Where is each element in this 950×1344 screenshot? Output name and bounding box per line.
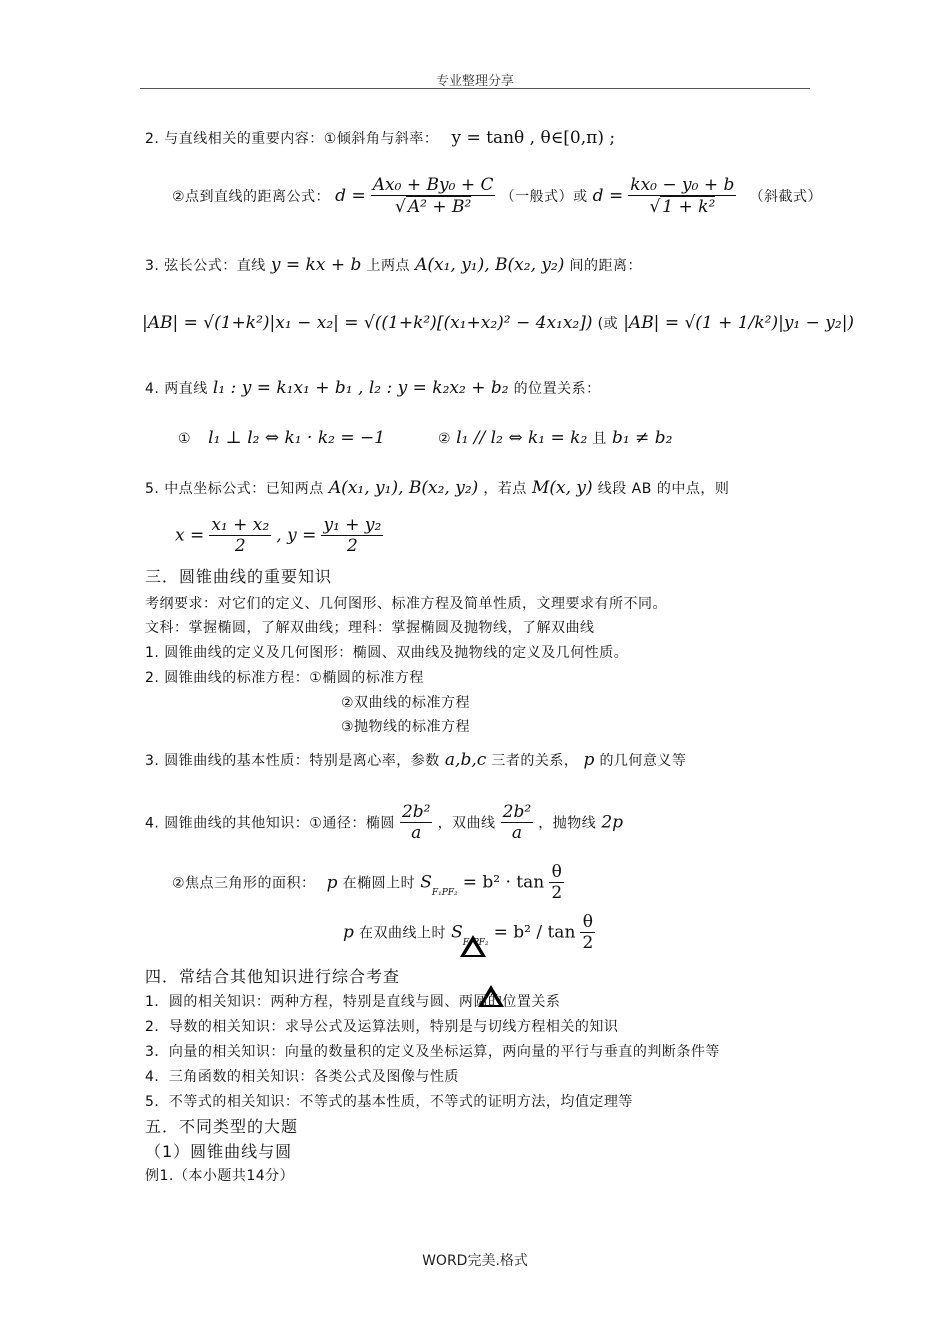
item4-lines: l₁ : y = k₁x₁ + b₁ , l₂ : y = k₂x₂ + b₂ <box>212 378 509 398</box>
distance-label: ②点到直线的距离公式： <box>172 189 331 205</box>
line-distance <box>172 175 822 217</box>
latus-ellipse-num: 2b² <box>401 802 431 822</box>
parallel-marker: ② <box>438 431 452 447</box>
midpoint-x-num: x₁ + x₂ <box>211 515 270 535</box>
distance-mid: （一般式）或 <box>500 189 588 205</box>
section3-item2b: ②双曲线的标准方程 <box>341 695 471 711</box>
distance-denominator2: 1 + k² <box>662 197 716 217</box>
item3-line-eq: y = kx + b <box>270 255 362 275</box>
item5-points: A(x₁, y₁), B(x₂, y₂) <box>328 478 479 498</box>
distance-fraction: $\frac{\text{Ax₀ + By₀ + C}}{\text{√ A² + B²}}$ <box>372 175 494 217</box>
latus-hyperbola <box>501 802 534 843</box>
parallel-formula2: b₁ ≠ b₂ <box>611 428 673 448</box>
item3-p: p <box>583 750 595 770</box>
distance-d: d = <box>335 186 366 206</box>
section4-item1: 1．圆的相关知识：两种方程，特别是直线与圆、两圆的位置关系 <box>145 994 561 1010</box>
midpoint-x-fraction <box>209 515 271 556</box>
focal-p2: p <box>343 922 354 943</box>
focal-p: p <box>326 872 338 893</box>
section3-science: 文科：掌握椭圆，了解双曲线；理科：掌握椭圆及抛物线，了解双曲线 <box>145 620 595 636</box>
latus-hyperbola-den: a <box>511 823 522 843</box>
item3-params: a,b,c <box>444 750 487 770</box>
item5-end: 线段 AB 的中点，则 <box>597 481 730 497</box>
perp-formula: l₁ ⊥ l₂ ⇔ k₁ · k₂ = −1 <box>208 428 386 448</box>
chord-or: (或 <box>597 316 619 332</box>
distance-d2: d = <box>592 186 624 206</box>
midpoint-x: x = <box>175 525 205 546</box>
midpoint-x-den: 2 <box>234 536 246 556</box>
distance-end: （斜截式） <box>749 189 822 205</box>
focal-area-s2: S <box>451 922 463 943</box>
item3-points: A(x₁, y₁), B(x₂, y₂) <box>415 255 565 275</box>
latus-ellipse-den: a <box>411 823 422 843</box>
triangle-icon <box>460 935 486 957</box>
parallel-and: 且 <box>592 431 607 447</box>
focal-hyperbola-text: 在双曲线上时 <box>358 925 446 942</box>
item5-text: 5. 中点坐标公式：已知两点 <box>145 481 324 497</box>
line-item2 <box>145 128 615 148</box>
line-midpoint <box>175 515 383 556</box>
distance-denominator: A² + B² <box>407 197 472 217</box>
item2-text: 2. 与直线相关的重要内容：①倾斜角与斜率： <box>145 131 439 147</box>
item3-end: 间的距离： <box>569 258 643 274</box>
section3-item2: 2. 圆锥曲线的标准方程：①椭圆的标准方程 <box>145 670 424 686</box>
midpoint-y-num: y₁ + y₂ <box>323 515 382 535</box>
focal-theta-fraction <box>549 862 564 903</box>
item2-math: y = tanθ , θ∈[0,π) ; <box>451 128 616 148</box>
parallel-formula: l₁ // l₂ ⇔ k₁ = k₂ <box>456 428 588 448</box>
focal-area-sub2: F₁PF₂ <box>462 938 489 948</box>
item4-text: 4. 两直线 <box>145 381 208 397</box>
line-item5 <box>145 478 729 498</box>
line-item4 <box>145 378 601 398</box>
item5-point-m: M(x, y) <box>531 478 593 498</box>
chord-formula: |AB| = √(1+k²)|x₁ − x₂| = √((1+k²)[(x₁+x₂)² − 4x₁x₂]) <box>142 313 593 333</box>
section3-item4 <box>145 802 623 843</box>
chord-formula2: |AB| = √(1 + 1/k²)|y₁ − y₂|) <box>623 313 855 333</box>
section3-item3 <box>145 750 686 770</box>
section4-item2: 2．导数的相关知识：求导公式及运算法则，特别是与切线方程相关的知识 <box>145 1019 619 1035</box>
theta-num: θ <box>549 862 564 883</box>
item4-other: 4. 圆锥曲线的其他知识：①通径：椭圆 <box>145 815 395 832</box>
example1-heading: 例1.（本小题共14分） <box>145 1168 295 1184</box>
latus-parabola: 2p <box>601 812 624 833</box>
distance-numerator: Ax₀ + By₀ + C <box>372 175 494 195</box>
section3-item1: 1. 圆锥曲线的定义及几何图形：椭圆、双曲线及抛物线的定义及几何性质。 <box>145 645 629 661</box>
item3-properties: 3. 圆锥曲线的基本性质：特别是离心率，参数 <box>145 753 440 769</box>
latus-ellipse <box>400 802 433 843</box>
item4-end: 的位置关系： <box>513 381 601 397</box>
section4-item3: 3．向量的相关知识：向量的数量积的定义及坐标运算，两向量的平行与垂直的判断条件等 <box>145 1044 720 1060</box>
header-rule <box>140 88 810 89</box>
focal-area-sub: F₁PF₂ <box>431 888 458 898</box>
item4-hyperbola: ，双曲线 <box>437 815 496 832</box>
midpoint-y-den: 2 <box>346 536 358 556</box>
section5-title: 五．不同类型的大题 <box>145 1117 299 1136</box>
focal-theta-fraction2 <box>580 912 595 953</box>
focal-label: ②焦点三角形的面积： <box>172 875 316 892</box>
item3-relation: 三者的关系， <box>491 753 579 769</box>
line-chord-length <box>142 313 854 333</box>
section4-item4: 4．三角函数的相关知识：各类公式及图像与性质 <box>145 1069 459 1085</box>
line-perpendicular <box>178 428 385 448</box>
distance-numerator2: kx₀ − y₀ + b <box>630 175 735 195</box>
section4-title: 四．常结合其他知识进行综合考查 <box>145 967 401 986</box>
section3-title: 三．圆锥曲线的重要知识 <box>145 567 333 586</box>
perp-marker: ① <box>178 431 192 447</box>
item5-mid: ，若点 <box>483 481 527 497</box>
section3-item2c: ③抛物线的标准方程 <box>341 719 471 735</box>
focal-area-s: S <box>420 872 432 893</box>
item3-meaning: 的几何意义等 <box>599 753 687 769</box>
midpoint-y: , y = <box>276 525 317 546</box>
midpoint-y-fraction <box>321 515 383 556</box>
distance-fraction2: $\frac{\text{kx₀ − y₀ + b}}{\text{√ 1 + k²}}$ <box>630 175 735 217</box>
item3-mid: 上两点 <box>366 258 410 274</box>
section5-sub1: （1）圆锥曲线与圆 <box>145 1142 293 1161</box>
item3-text: 3. 弦长公式：直线 <box>145 258 266 274</box>
latus-hyperbola-num: 2b² <box>502 802 532 822</box>
item4-parabola: ，抛物线 <box>538 815 597 832</box>
theta-den: 2 <box>551 883 563 903</box>
line-parallel <box>438 428 672 448</box>
focal-area-eq: = b² · tan <box>462 872 545 893</box>
focal-triangle-ellipse <box>172 862 564 903</box>
focal-area-eq2: = b² / tan <box>493 922 576 943</box>
theta-den2: 2 <box>582 933 594 953</box>
page-header: 专业整理分享 <box>435 74 514 89</box>
section4-item5: 5．不等式的相关知识：不等式的基本性质，不等式的证明方法，均值定理等 <box>145 1094 633 1110</box>
theta-num2: θ <box>580 912 595 933</box>
section3-syllabus: 考纲要求：对它们的定义、几何图形、标准方程及简单性质，文理要求有所不同。 <box>145 596 667 612</box>
page-footer: WORD完美.格式 <box>422 1253 528 1269</box>
focal-ellipse-text: 在椭圆上时 <box>342 875 416 892</box>
line-item3 <box>145 255 642 275</box>
